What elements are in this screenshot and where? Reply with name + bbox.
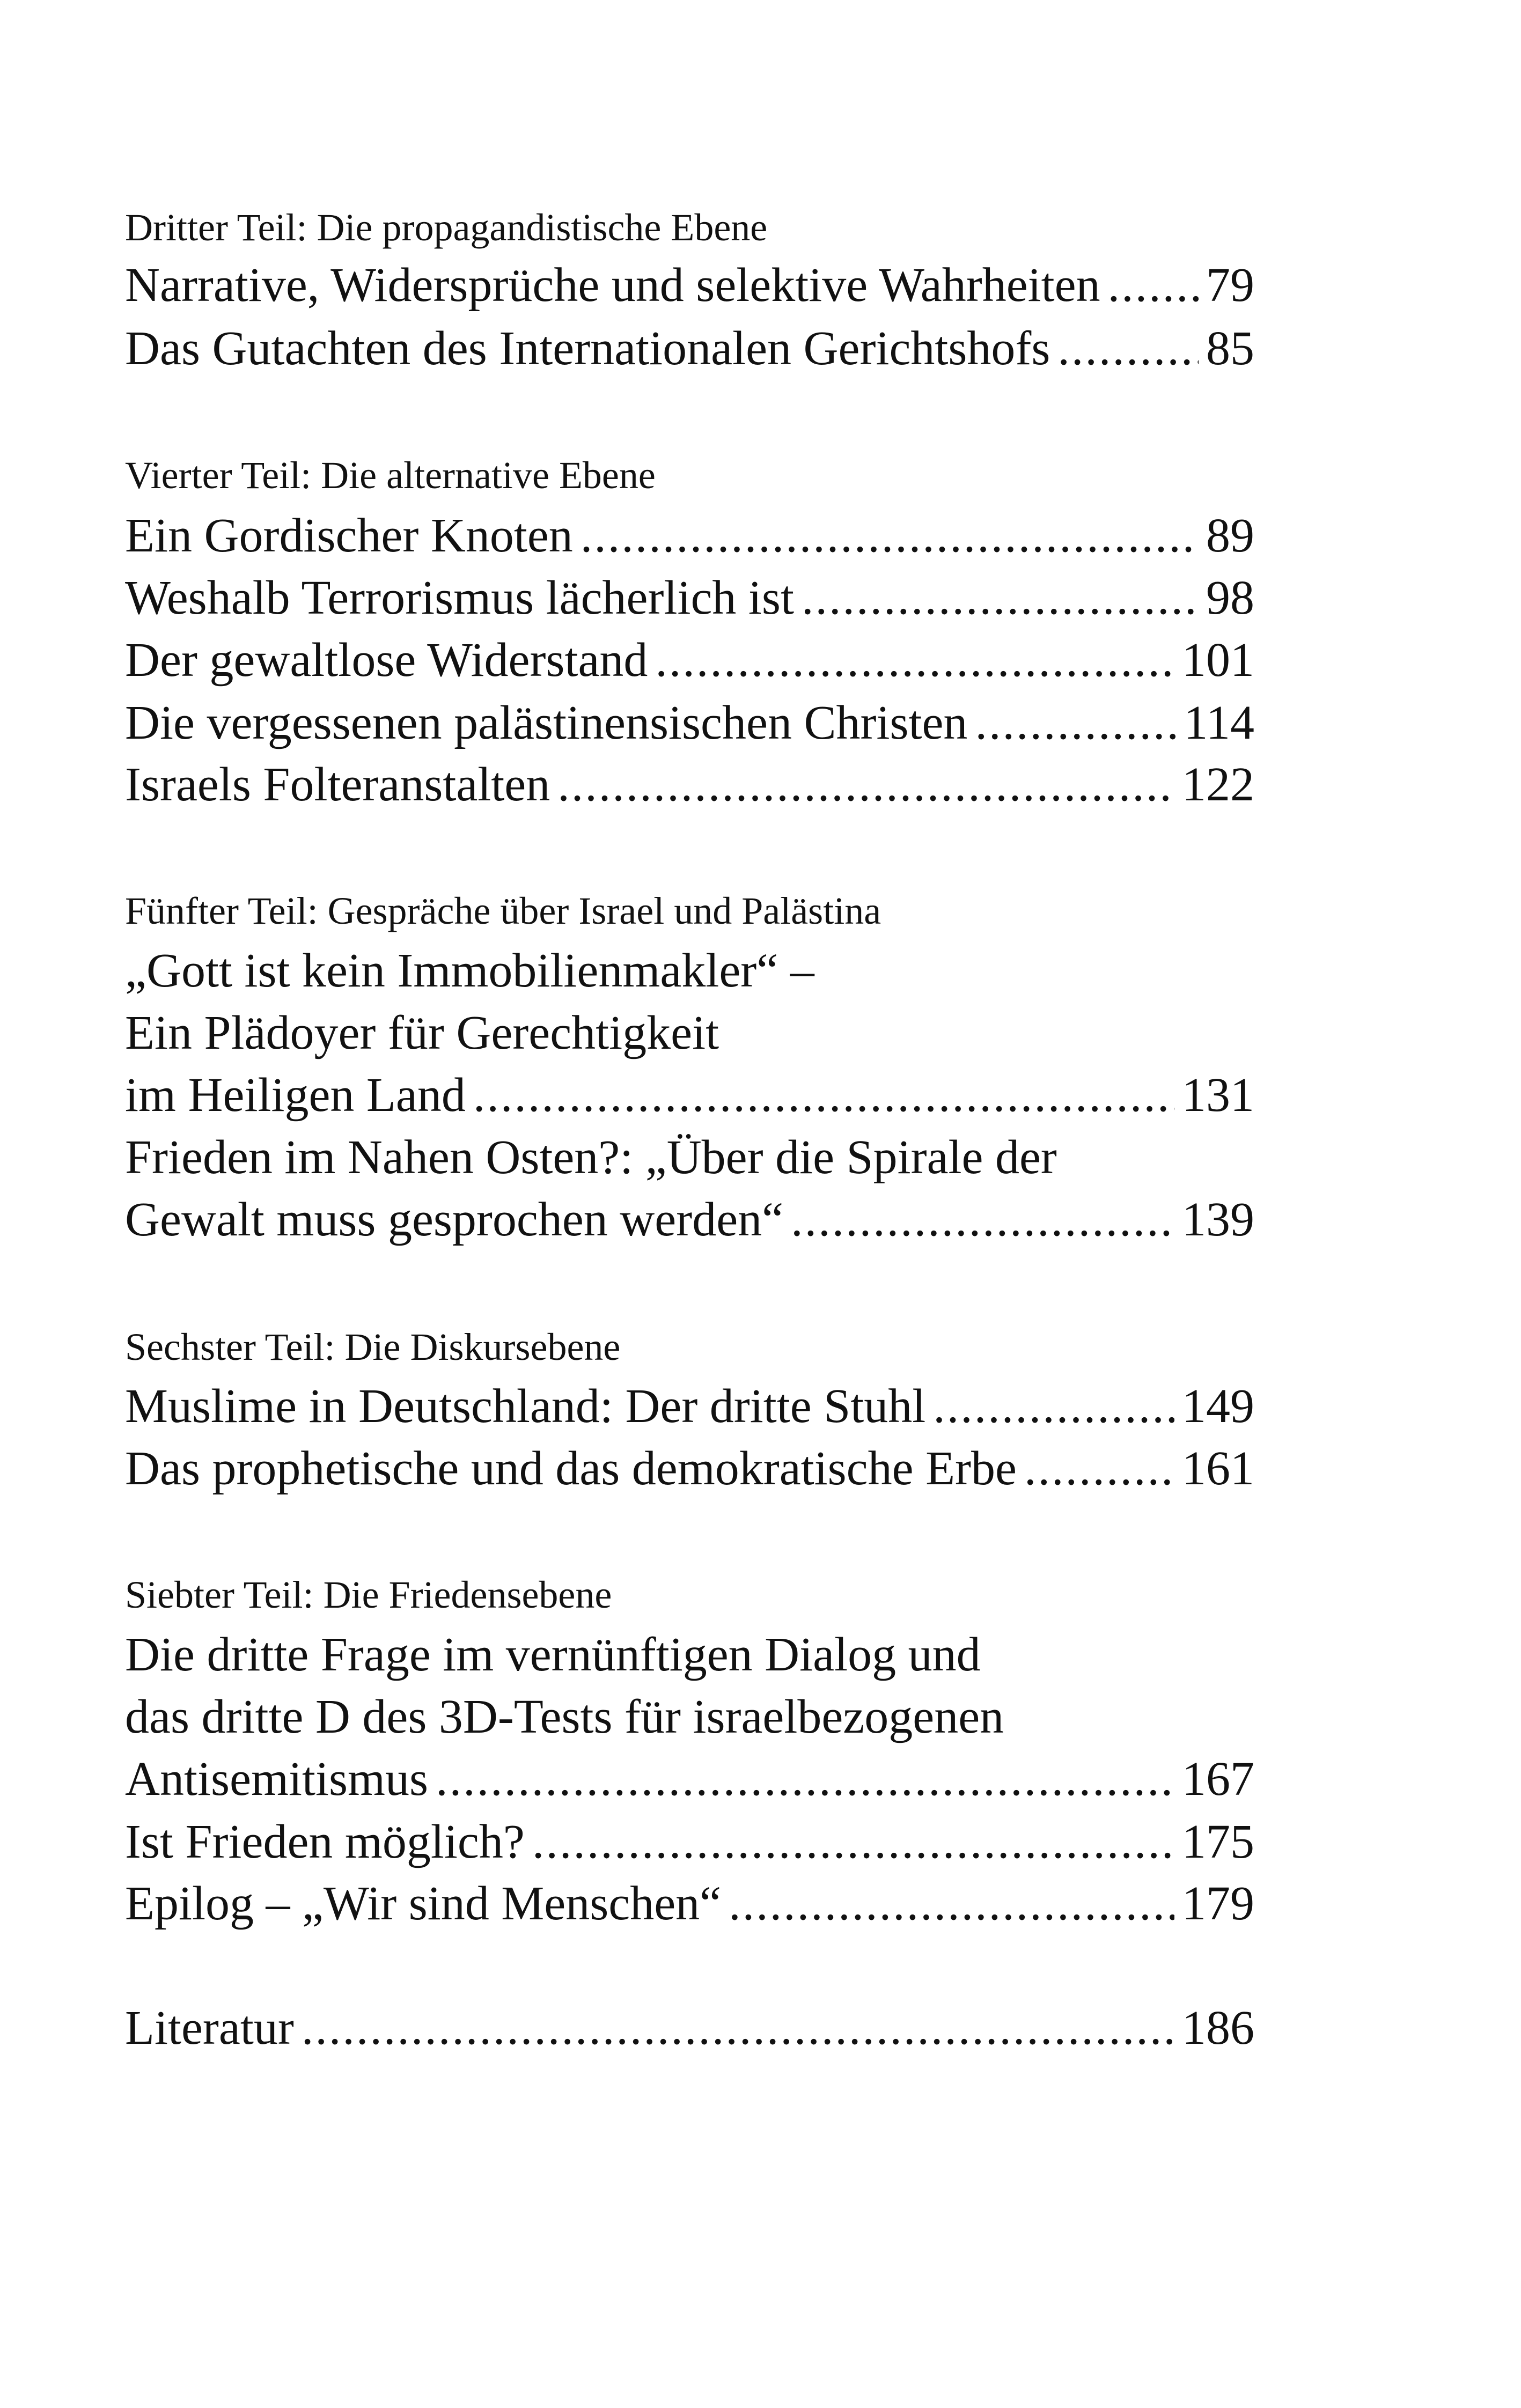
entry-title: Gewalt muss gesprochen werden“: [125, 1193, 784, 1246]
entry-title: Ein Gordischer Knoten: [125, 509, 573, 562]
part-heading: Siebter Teil: Die Friedensebene: [125, 1573, 612, 1616]
entry-title: Weshalb Terrorismus lächerlich ist: [125, 571, 794, 624]
page-number: 122: [1182, 758, 1254, 811]
part-heading: Vierter Teil: Die alternative Ebene: [125, 454, 656, 497]
entry-title-line: Ein Plädoyer für Gerechtigkeit: [125, 1006, 719, 1059]
toc-entry: [125, 322, 1254, 375]
toc-entry: [125, 571, 1254, 624]
page-number: 167: [1182, 1752, 1254, 1806]
entry-title: Die vergessenen palästinensischen Christen: [125, 696, 968, 749]
dot-leader: [655, 636, 1174, 684]
entry-title-line: das dritte D des 3D-Tests für israelbezogenen: [125, 1690, 1004, 1743]
page-number: 89: [1206, 509, 1254, 562]
toc-entry: [125, 261, 1254, 310]
toc-entry: [125, 634, 1254, 687]
entry-title: Das Gutachten des Internationalen Gerichtshofs: [125, 322, 1050, 375]
entry-title: Das prophetische und das demokratische Erbe: [125, 1442, 1017, 1495]
dot-leader: [557, 761, 1174, 809]
toc-entry: [125, 2001, 1254, 2054]
page-number: 114: [1184, 696, 1254, 749]
entry-title: Narrative, Widersprüche und selektive Wahrheiten: [125, 259, 1100, 312]
page-number: 179: [1182, 1877, 1254, 1930]
dot-leader: [802, 574, 1199, 622]
dot-leader: [436, 1755, 1174, 1803]
dot-leader: [302, 2004, 1174, 2052]
toc-entry: [125, 509, 1254, 562]
page-number: 79: [1206, 259, 1254, 312]
page-number: 149: [1182, 1380, 1254, 1433]
entry-title: Antisemitismus: [125, 1752, 429, 1806]
entry-title-line: „Gott ist kein Immobilienmakler“ –: [125, 944, 814, 997]
part-heading: Fünfter Teil: Gespräche über Israel und Palästina: [125, 889, 881, 932]
page-number: 85: [1206, 322, 1254, 375]
toc-entry: [125, 758, 1254, 811]
dot-leader: [1024, 1445, 1174, 1493]
toc-entry: [125, 1815, 1254, 1868]
entry-title: Ist Frieden möglich?: [125, 1815, 525, 1868]
dot-leader: [791, 1196, 1174, 1244]
toc-entry: [125, 1752, 1254, 1806]
part-heading: Dritter Teil: Die propagandistische Ebene: [125, 206, 768, 249]
entry-title: Epilog – „Wir sind Menschen“: [125, 1877, 722, 1930]
toc-entry: [125, 1193, 1254, 1246]
page-number: 131: [1182, 1069, 1254, 1122]
dot-leader: [933, 1382, 1174, 1431]
toc-entry: [125, 1382, 1254, 1431]
toc-entry: [125, 696, 1254, 749]
entry-title: im Heiligen Land: [125, 1069, 466, 1122]
entry-title-line: Die dritte Frage im vernünftigen Dialog und: [125, 1628, 981, 1681]
dot-leader: [975, 699, 1176, 747]
dot-leader: [532, 1818, 1174, 1866]
page-number: 186: [1182, 2001, 1254, 2054]
dot-leader: [1057, 325, 1199, 373]
entry-title: Israels Folteranstalten: [125, 758, 550, 811]
toc-entry: [125, 1071, 1254, 1120]
dot-leader: [581, 512, 1199, 560]
toc-entry: [125, 1442, 1254, 1495]
dot-leader: [729, 1880, 1174, 1928]
toc-entry: [125, 1877, 1254, 1930]
dot-leader: [473, 1071, 1174, 1120]
entry-title: Muslime in Deutschland: Der dritte Stuhl: [125, 1380, 926, 1433]
page-number: 101: [1182, 634, 1254, 687]
part-heading: Sechster Teil: Die Diskursebene: [125, 1325, 621, 1368]
entry-title: Literatur: [125, 2001, 294, 2054]
entry-title: Der gewaltlose Widerstand: [125, 634, 648, 687]
entry-title-line: Frieden im Nahen Osten?: „Über die Spirale der: [125, 1131, 1057, 1184]
page-number: 175: [1182, 1815, 1254, 1868]
page-number: 161: [1182, 1442, 1254, 1495]
page-number: 139: [1182, 1193, 1254, 1246]
page-number: 98: [1206, 571, 1254, 624]
dot-leader: [1108, 261, 1199, 310]
